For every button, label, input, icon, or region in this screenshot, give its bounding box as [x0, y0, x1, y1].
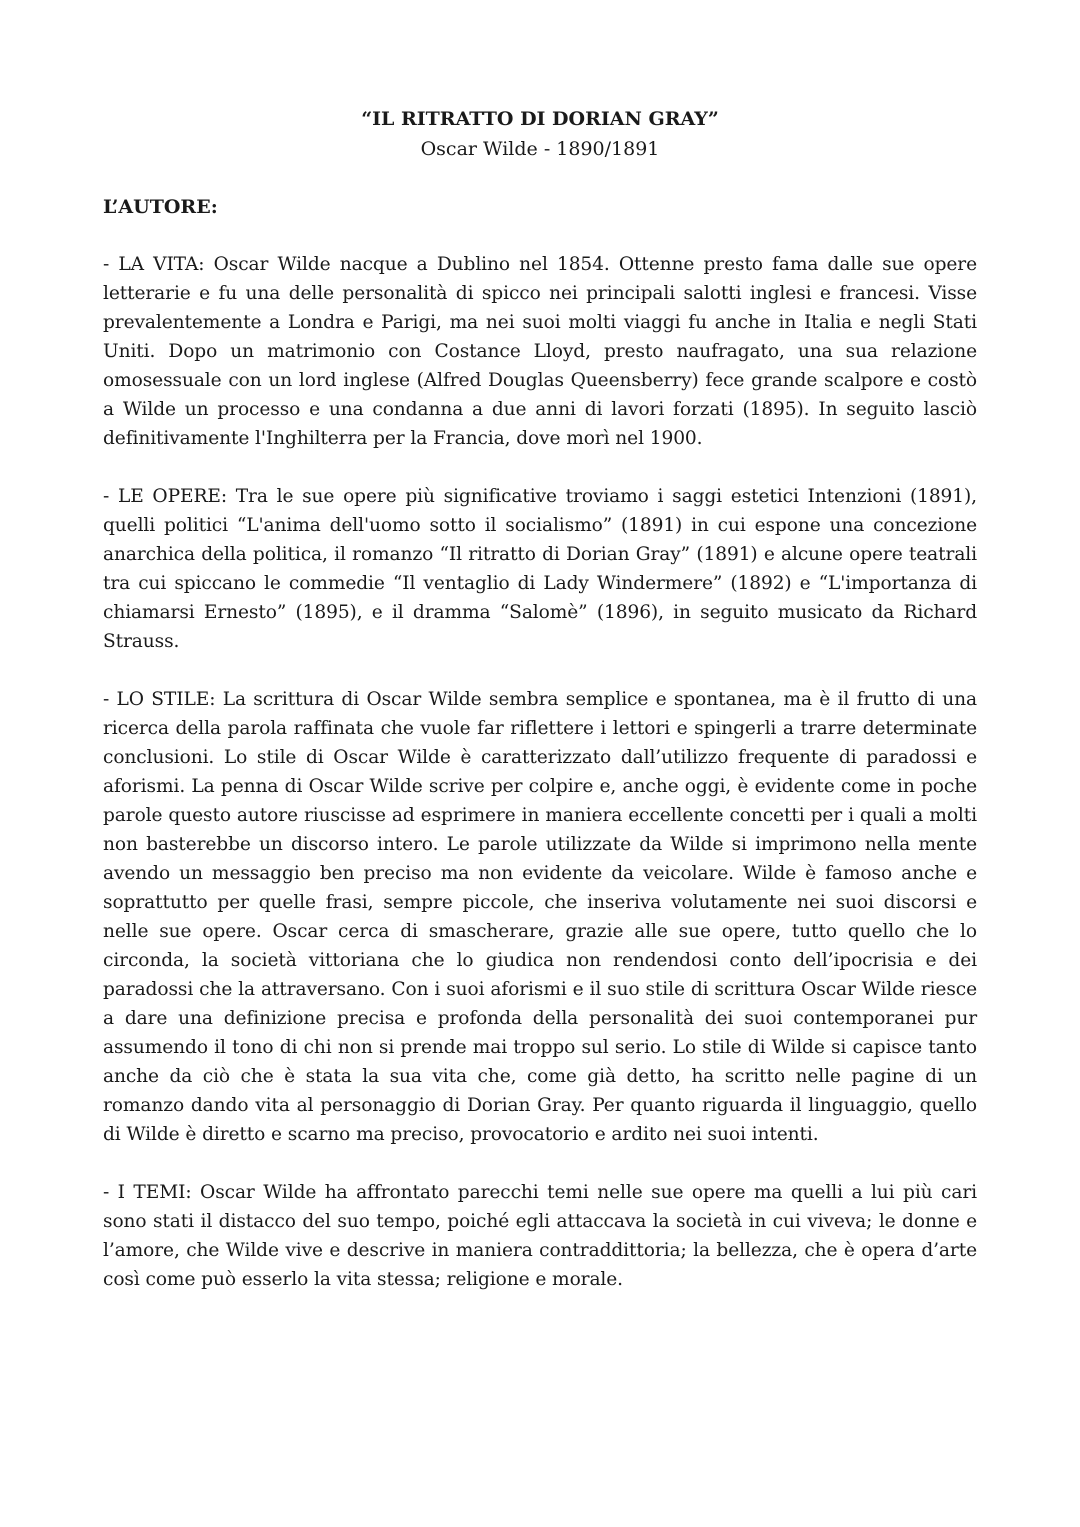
document-title: “IL RITRATTO DI DORIAN GRAY” [361, 108, 719, 130]
author-sections [103, 250, 977, 1323]
section-i-temi: - I TEMI: Oscar Wilde ha affrontato parecchi temi nelle sue opere ma quelli a lui più cari sono stati il distacco del suo tempo, poiché egli attaccava la società in cui viveva; le donne e l’amore, che Wilde vive e descrive in maniera contraddittoria; la bellezza, che è opera d’arte così come può esserlo la vita stessa; religione e morale. [103, 1182, 977, 1290]
section-lo-stile: - LO STILE: La scrittura di Oscar Wilde sembra semplice e spontanea, ma è il frutto di una ricerca della parola raffinata che vuole far riflettere i lettori e spingerli a trarre determinate conclusioni. Lo stile di Oscar Wilde è caratterizzato dall’utilizzo frequente di paradossi e aforismi. La penna di Oscar Wilde scrive per colpire e, anche oggi, è evidente come in poche parole questo autore riuscisse ad esprimere in maniera eccellente concetti per i quali a molti non basterebbe un discorso intero. Le parole utilizzate da Wilde si imprimono nella mente avendo un messaggio ben preciso ma non evidente da veicolare. Wilde è famoso anche e soprattutto per quelle frasi, sempre piccole, che inseriva volutamente nei suoi discorsi e nelle sue opere. Oscar cerca di smascherare, grazie alle sue opere, tutto quello che lo circonda, la società vittoriana che lo giudica non rendendosi conto dell’ipocrisia e dei paradossi che la attraversano. Con i suoi aforismi e il suo stile di scrittura Oscar Wilde riesce a dare una definizione precisa e profonda della personalità dei suoi contemporanei pur assumendo il tono di chi non si prende mai troppo sul serio. Lo stile di Wilde si capisce tanto anche da ciò che è stata la sua vita che, come già detto, ha scritto nelle pagine di un romanzo dando vita al personaggio di Dorian Gray. Per quanto riguarda il linguaggio, quello di Wilde è diretto e scarno ma preciso, provocatorio e ardito nei suoi intenti. [103, 689, 977, 1145]
section-le-opere: - LE OPERE: Tra le sue opere più significative troviamo i saggi estetici Intenzioni (1891), quelli politici “L'anima dell'uomo sotto il socialismo” (1891) in cui espone una concezione anarchica della politica, il romanzo “Il ritratto di Dorian Gray” (1891) e alcune opere teatrali tra cui spiccano le commedie “Il ventaglio di Lady Windermere” (1892) e “L'importanza di chiamarsi Ernesto” (1895), e il dramma “Salomè” (1896), in seguito musicato da Richard Strauss. [103, 486, 977, 652]
author-heading: L’AUTORE: [103, 196, 218, 218]
document-subtitle: Oscar Wilde - 1890/1891 [420, 138, 660, 160]
document-page [103, 104, 977, 1290]
section-la-vita: - LA VITA: Oscar Wilde nacque a Dublino nel 1854. Ottenne presto fama dalle sue opere letterarie e fu una delle personalità di spicco nei principali salotti inglesi e francesi. Visse prevalentemente a Londra e Parigi, ma nei suoi molti viaggi fu anche in Italia e negli Stati Uniti. Dopo un matrimonio con Costance Lloyd, presto naufragato, una sua relazione omosessuale con un lord inglese (Alfred Douglas Queensberry) fece grande scalpore e costò a Wilde un processo e una condanna a due anni di lavori forzati (1895). In seguito lasciò definitivamente l'Inghilterra per la Francia, dove morì nel 1900. [103, 254, 977, 449]
